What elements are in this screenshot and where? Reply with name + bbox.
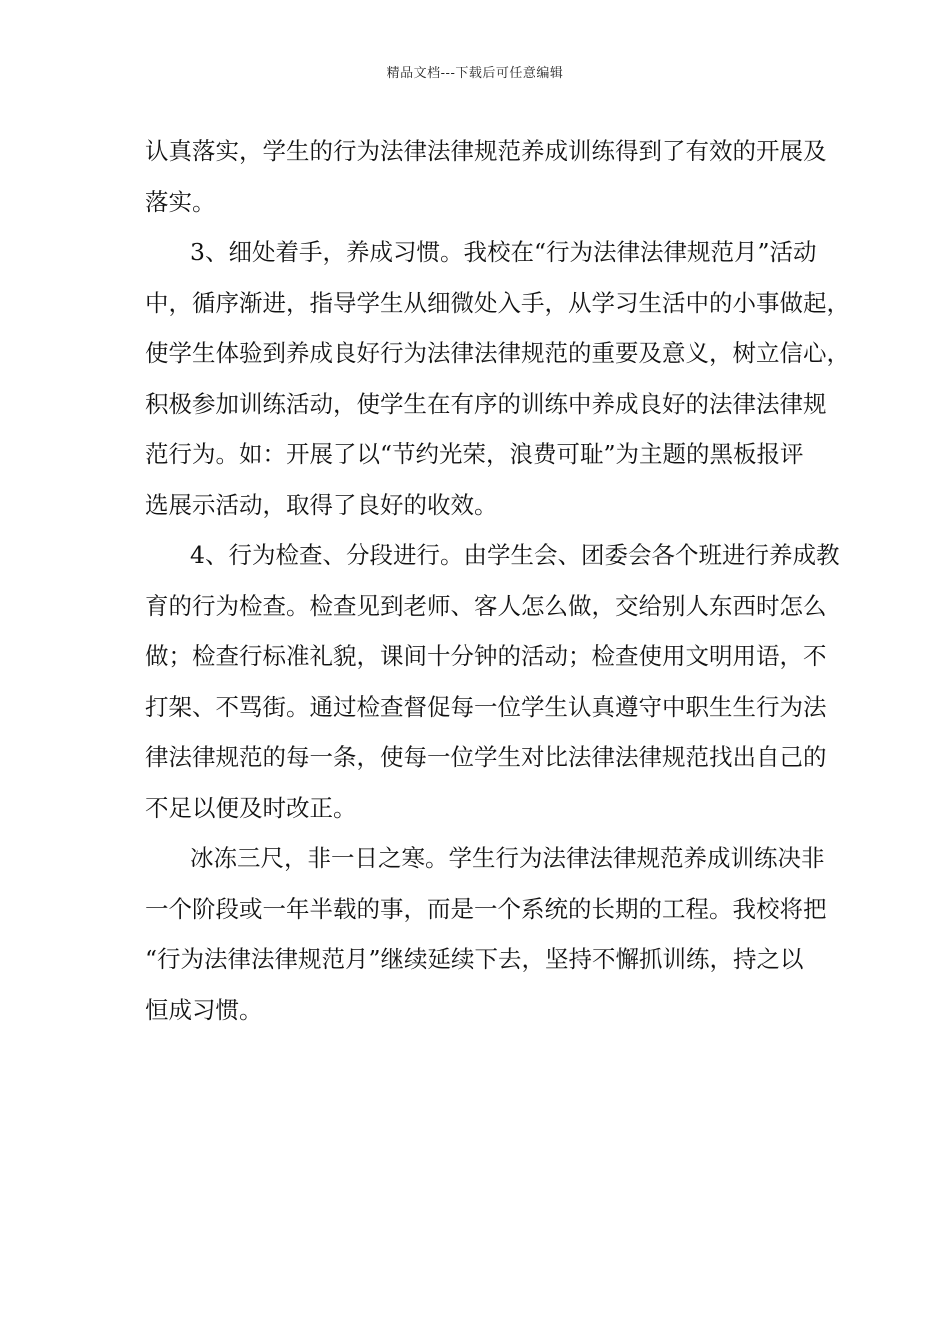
text-line: 育的行为检查。检查见到老师、客人怎么做，交给别人东西时怎么	[145, 591, 827, 620]
text-line: 认真落实，学生的行为法律法律规范养成训练得到了有效的开展及	[145, 137, 827, 165]
page-header: 精品文档---下载后可任意编辑	[386, 66, 564, 81]
paragraph-start-line: 4、行为检查、分段进行。由学生会、团委会各个班进行养成教	[190, 541, 840, 569]
paragraph-start-line: 3、细处着手，养成习惯。我校在“行为法律法律规范月”活动	[190, 238, 817, 266]
text-line: 中，循序渐进，指导学生从细微处入手，从学习生活中的小事做起，	[145, 288, 850, 317]
text-line: “行为法律法律规范月”继续延续下去，坚持不懈抓训练，持之以	[145, 945, 804, 973]
text-line: 选展示活动，取得了良好的收效。	[145, 490, 498, 519]
text-line: 恒成习惯。	[145, 995, 263, 1024]
text-line: 打架、不骂街。通过检查督促每一位学生认真遵守中职生生行为法	[145, 692, 827, 721]
text-line: 不足以便及时改正。	[145, 793, 357, 822]
text-line: 做；检查行标准礼貌，课间十分钟的活动；检查使用文明用语，不	[145, 642, 827, 670]
paragraph-start-line: 冰冻三尺，非一日之寒。学生行为法律法律规范养成训练决非	[190, 844, 825, 872]
document-body	[145, 126, 850, 1035]
text-line: 使学生体验到养成良好行为法律法律规范的重要及意义，树立信心，	[145, 339, 850, 367]
text-line: 落实。	[145, 187, 216, 216]
text-line: 范行为。如：开展了以“节约光荣，浪费可耻”为主题的黑板报评	[145, 440, 804, 468]
text-line: 一个阶段或一年半载的事，而是一个系统的长期的工程。我校将把	[145, 894, 827, 923]
text-line: 积极参加训练活动，使学生在有序的训练中养成良好的法律法律规	[145, 389, 827, 418]
text-line: 律法律规范的每一条，使每一位学生对比法律法律规范找出自己的	[145, 743, 827, 771]
